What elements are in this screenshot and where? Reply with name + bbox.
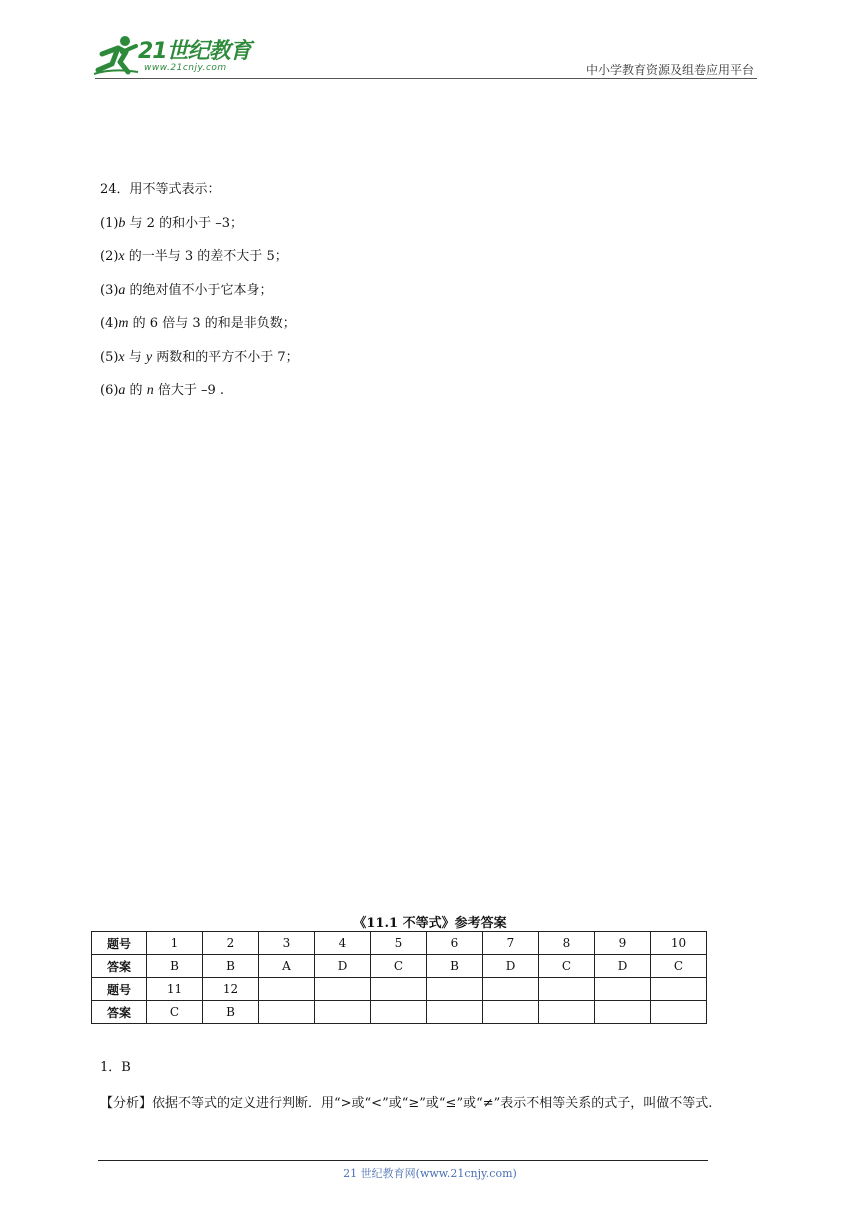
logo-text: 21世纪教育 — [138, 39, 251, 64]
header-platform-text: 中小学教育资源及组卷应用平台 — [585, 63, 754, 77]
table-cell: 4 — [315, 932, 371, 955]
table-cell: C — [651, 955, 707, 978]
table-cell: 6 — [427, 932, 483, 955]
question-title: 24．用不等式表示： — [100, 182, 221, 197]
table-cell — [371, 1001, 427, 1024]
table-cell — [259, 978, 315, 1001]
table-cell: 9 — [595, 932, 651, 955]
question-item-6: (6)a 的 n 倍大于 –9 . — [100, 383, 224, 398]
table-cell — [483, 1001, 539, 1024]
question-24 — [100, 173, 299, 408]
table-cell: 1 — [147, 932, 203, 955]
table-cell — [259, 1001, 315, 1024]
site-logo — [92, 34, 262, 76]
table-cell: B — [147, 955, 203, 978]
table-cell — [595, 978, 651, 1001]
table-cell: C — [371, 955, 427, 978]
question-item-4: (4)m 的 6 倍与 3 的和是非负数； — [100, 316, 296, 331]
footer-divider — [98, 1160, 708, 1161]
table-cell: D — [483, 955, 539, 978]
table-row — [92, 955, 707, 978]
table-cell: 7 — [483, 932, 539, 955]
table-cell — [651, 1001, 707, 1024]
answer-key-table — [91, 931, 707, 1024]
logo-url: www.21cnjy.com — [144, 63, 227, 73]
table-row — [92, 1001, 707, 1024]
table-cell: C — [539, 955, 595, 978]
table-cell: A — [259, 955, 315, 978]
table-cell — [371, 978, 427, 1001]
table-cell: B — [427, 955, 483, 978]
running-figure-icon — [92, 34, 140, 76]
table-cell: C — [147, 1001, 203, 1024]
table-cell — [539, 1001, 595, 1024]
question-item-3: (3)a 的绝对值不小于它本身； — [100, 282, 273, 298]
table-cell: B — [203, 955, 259, 978]
table-cell: 2 — [203, 932, 259, 955]
table-cell — [427, 1001, 483, 1024]
question-item-1: (1)b 与 2 的和小于 –3； — [100, 215, 243, 231]
table-cell: 3 — [259, 932, 315, 955]
table-row-header: 答案 — [92, 955, 147, 978]
table-row — [92, 932, 707, 955]
table-cell: B — [203, 1001, 259, 1024]
header-divider — [95, 78, 757, 79]
question-item-2: (2)x 的一半与 3 的差不大于 5； — [100, 249, 288, 264]
table-cell: 11 — [147, 978, 203, 1001]
question-item-5: (5)x 与 y 两数和的平方不小于 7； — [100, 349, 299, 365]
footer-text: 21 世纪教育网(www.21cnjy.com) — [343, 1167, 517, 1180]
solution-number: 1．B — [100, 1060, 131, 1075]
table-cell — [651, 978, 707, 1001]
table-cell: D — [315, 955, 371, 978]
table-cell: 10 — [651, 932, 707, 955]
table-cell — [427, 978, 483, 1001]
table-cell: D — [595, 955, 651, 978]
table-cell: 12 — [203, 978, 259, 1001]
table-row-header: 题号 — [92, 978, 147, 1001]
table-cell: 8 — [539, 932, 595, 955]
table-row-header: 答案 — [92, 1001, 147, 1024]
table-cell: 5 — [371, 932, 427, 955]
table-cell — [315, 978, 371, 1001]
table-cell — [539, 978, 595, 1001]
answer-key-title: 《11.1 不等式》参考答案 — [353, 916, 507, 931]
table-cell — [595, 1001, 651, 1024]
solution-analysis: 【分析】依据不等式的定义进行判断．用“>或“<”或“≥”或“≤”或“≠”表示不相等关系的式子，叫做不等式. — [100, 1096, 713, 1111]
table-row — [92, 978, 707, 1001]
table-cell — [483, 978, 539, 1001]
table-cell — [315, 1001, 371, 1024]
table-row-header: 题号 — [92, 932, 147, 955]
